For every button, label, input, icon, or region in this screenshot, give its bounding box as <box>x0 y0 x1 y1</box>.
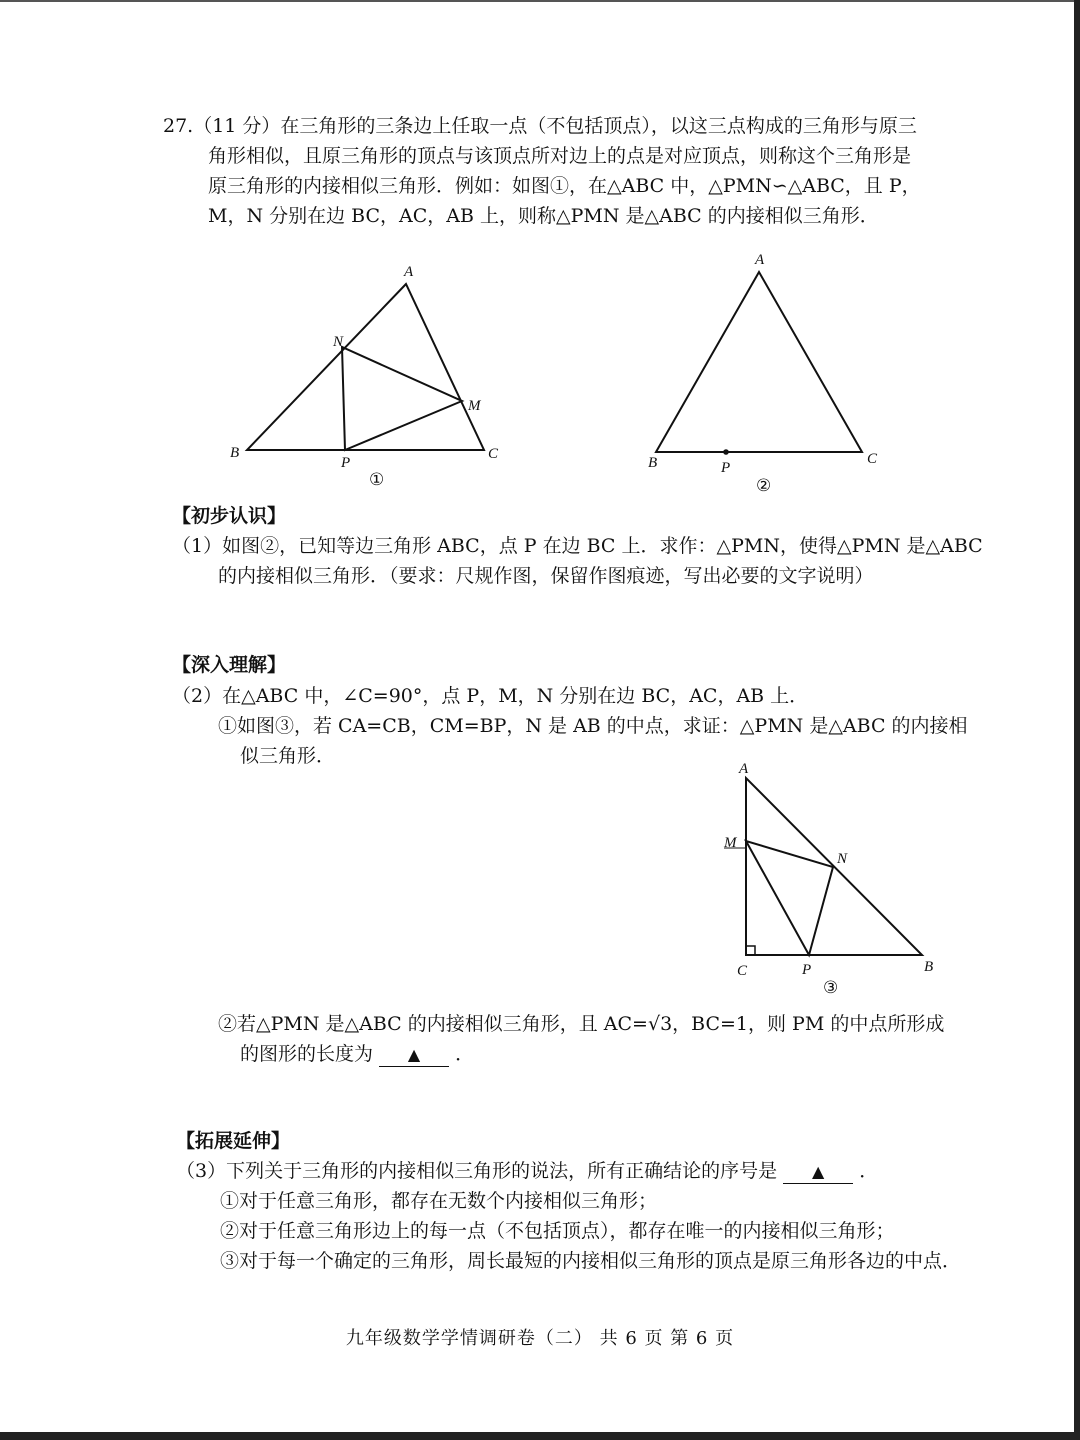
fig2-label-c: C <box>867 451 878 467</box>
fig3-triangle-abc <box>746 778 922 955</box>
fig1-label-c: C <box>488 446 499 462</box>
part1-line-1: （1）如图②，已知等边三角形 ABC，点 P 在边 BC 上．求作：△PMN，使得△PMN 是△ABC <box>172 535 983 557</box>
fig2-point-p <box>723 449 729 455</box>
fig3-label-a: A <box>739 761 749 777</box>
fig1-label-n: N <box>333 334 344 350</box>
fig2-label-b: B <box>648 455 658 471</box>
page-bottom-edge <box>0 1432 1080 1440</box>
part3-option-3: ③对于每一个确定的三角形，周长最短的内接相似三角形的顶点是原三角形各边的中点． <box>220 1250 962 1272</box>
part3-option-1: ①对于任意三角形，都存在无数个内接相似三角形； <box>220 1190 658 1212</box>
page-right-edge <box>1074 0 1080 1440</box>
fig2-label-p: P <box>721 460 731 476</box>
fig1-label-a: A <box>404 264 414 280</box>
fig3-label-c: C <box>737 963 748 979</box>
part2-sub2-line-1: ②若△PMN 是△ABC 的内接相似三角形，且 AC=√3，BC=1，则 PM 的中点所形成 <box>218 1013 945 1035</box>
fig2-triangle-abc <box>656 272 862 452</box>
fig2-caption: ② <box>756 476 772 495</box>
part3-intro <box>176 1157 878 1185</box>
question-line-1: 27.（11 分）在三角形的三条边上任取一点（不包括顶点），以这三点构成的三角形与原三 <box>163 115 917 137</box>
fig1-label-m: M <box>468 398 481 414</box>
part3-heading: 【拓展延伸】 <box>176 1130 291 1152</box>
part2-sub1-line-1: ①如图③，若 CA=CB，CM=BP，N 是 AB 的中点，求证：△PMN 是△ABC 的内接相 <box>218 715 968 737</box>
fig1-triangle-abc <box>247 284 484 450</box>
fig3-label-p: P <box>802 962 812 978</box>
part3-option-2: ②对于任意三角形边上的每一点（不包括顶点），都存在唯一的内接相似三角形； <box>220 1220 895 1242</box>
fig3-label-b: B <box>924 959 934 975</box>
question-line-3: 原三角形的内接相似三角形．例如：如图①，在△ABC 中，△PMN∽△ABC，且 P， <box>208 175 921 197</box>
fig3-caption: ③ <box>823 978 839 997</box>
part2-sub2-prefix: 的图形的长度为 <box>240 1043 374 1065</box>
part1-heading: 【初步认识】 <box>172 505 287 527</box>
page-footer: 九年级数学学情调研卷（二） 共 6 页 第 6 页 <box>345 1328 735 1349</box>
part2-intro: （2）在△ABC 中，∠C=90°，点 P，M，N 分别在边 BC，AC，AB 上． <box>172 685 809 707</box>
fig3-label-m: M <box>724 835 737 851</box>
part2-sub1-line-2: 似三角形． <box>240 745 336 767</box>
page-top-edge <box>0 0 1080 2</box>
fig1-triangle-pmn <box>342 347 462 450</box>
question-line-2: 角形相似，且原三角形的顶点与该顶点所对边上的点是对应顶点，则称这个三角形是 <box>208 145 912 167</box>
part3-answer-blank[interactable]: ▲ <box>783 1161 853 1184</box>
part3-intro-prefix: （3）下列关于三角形的内接相似三角形的说法，所有正确结论的序号是 <box>176 1160 778 1182</box>
fig3-triangle-pmn <box>746 841 833 955</box>
fig1-caption: ① <box>369 470 385 489</box>
part2-heading: 【深入理解】 <box>172 654 287 676</box>
part2-sub2-line-2 <box>240 1040 474 1068</box>
fig3-right-angle-mark <box>746 946 755 955</box>
part2-sub2-suffix: ． <box>455 1043 475 1065</box>
part3-intro-suffix: ． <box>859 1160 879 1182</box>
fig3-label-n: N <box>837 851 848 867</box>
part2-answer-blank[interactable]: ▲ <box>379 1044 449 1067</box>
fig2-label-a: A <box>755 252 765 268</box>
fig1-label-p: P <box>341 455 351 471</box>
question-line-4: M，N 分别在边 BC，AC，AB 上，则称△PMN 是△ABC 的内接相似三角形． <box>208 205 879 227</box>
fig1-label-b: B <box>230 445 240 461</box>
part1-line-2: 的内接相似三角形．（要求：尺规作图，保留作图痕迹，写出必要的文字说明） <box>218 565 874 587</box>
